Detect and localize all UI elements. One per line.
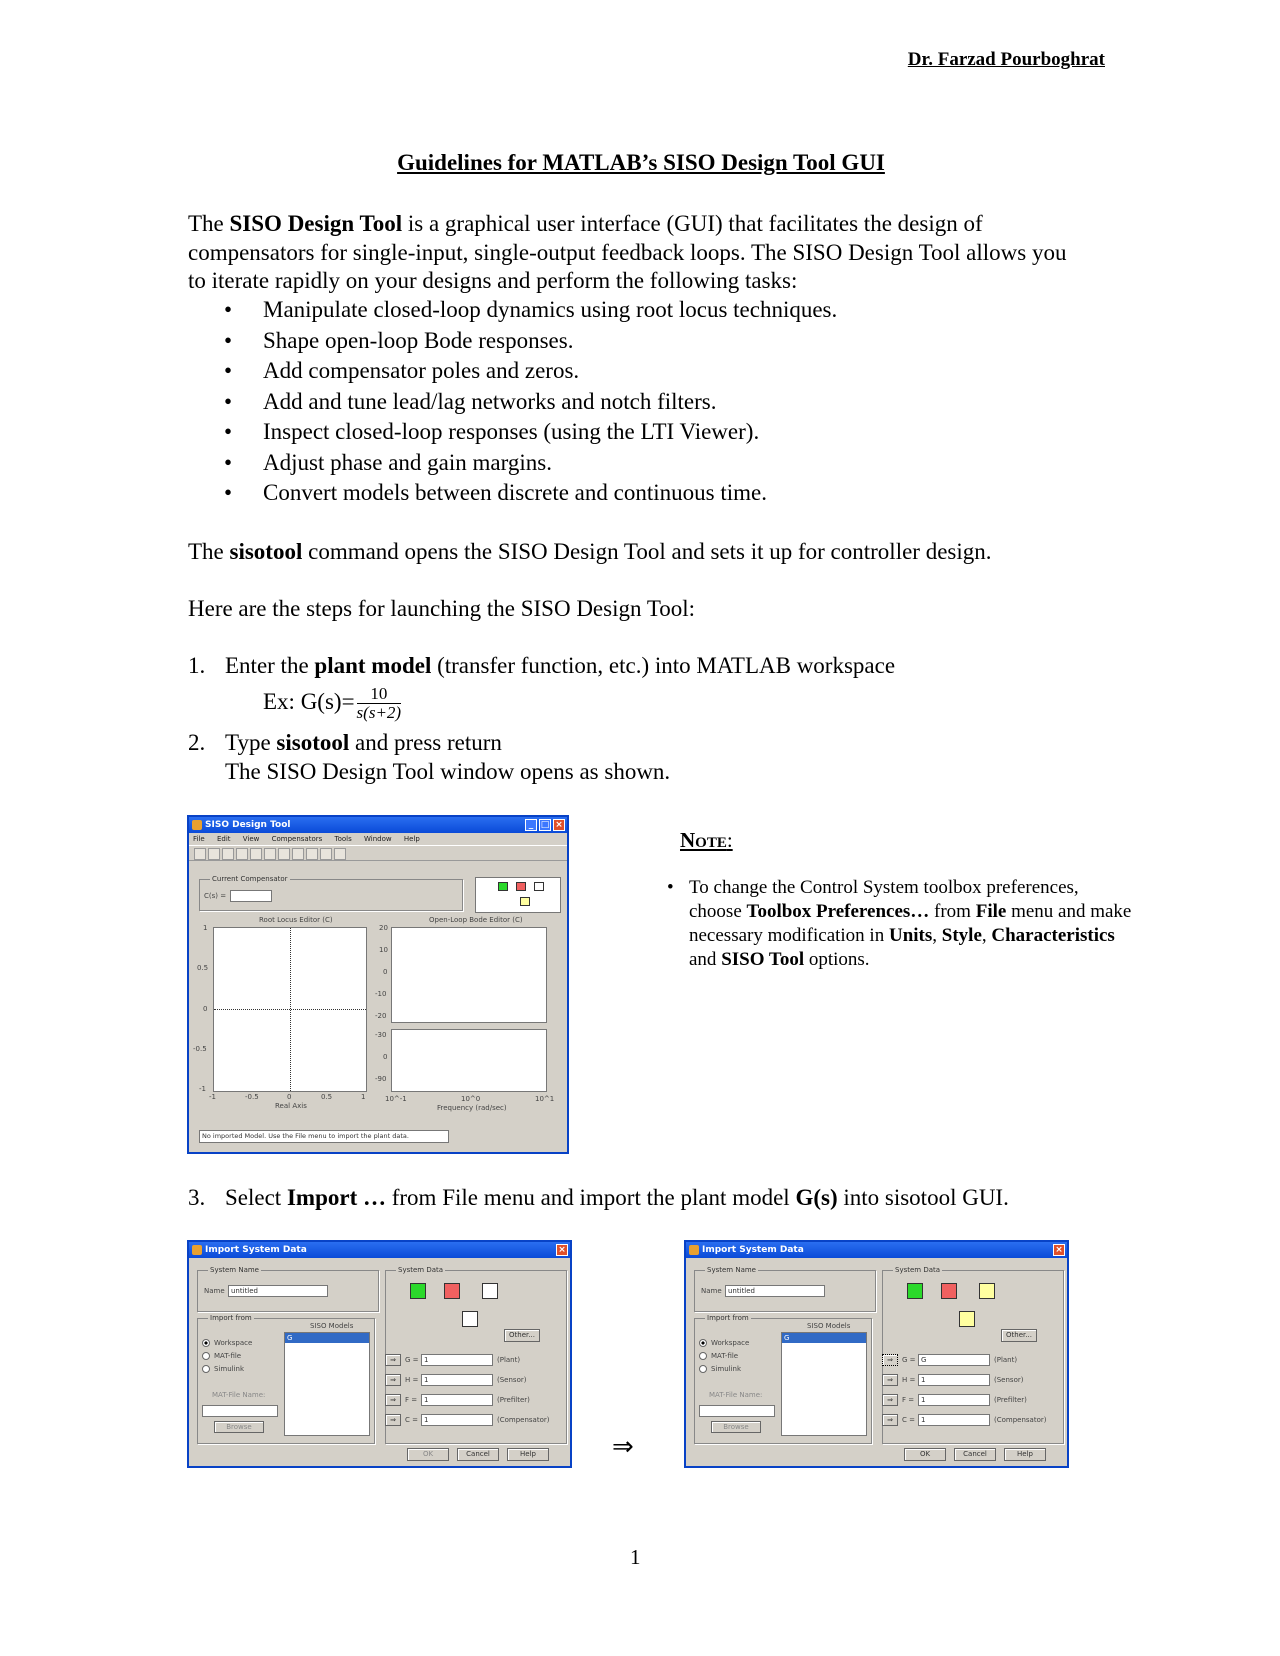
f-input[interactable]: 1 — [421, 1394, 493, 1406]
list-item[interactable]: G — [782, 1333, 866, 1343]
tick-label: -30 — [375, 1031, 387, 1039]
pointer-icon[interactable] — [194, 848, 206, 860]
radio-mat-file[interactable]: MAT-file — [202, 1352, 241, 1360]
tick-label: 10^1 — [535, 1095, 555, 1103]
siso-models-list[interactable] — [284, 1332, 370, 1436]
block-c — [516, 882, 526, 891]
add-pole-icon[interactable] — [208, 848, 220, 860]
matlab-icon — [192, 1245, 202, 1255]
note-heading: Note: — [680, 828, 733, 852]
erase-icon[interactable] — [278, 848, 290, 860]
help-icon[interactable] — [334, 848, 346, 860]
menu-compensators[interactable]: Compensators — [271, 835, 323, 843]
other-button[interactable]: Other... — [1001, 1329, 1037, 1342]
tick-label: 10^0 — [461, 1095, 481, 1103]
h-label: H = — [405, 1376, 419, 1384]
radio-mat-file[interactable]: MAT-file — [699, 1352, 738, 1360]
c-label: C = — [902, 1416, 915, 1424]
menu-tools[interactable]: Tools — [334, 835, 352, 843]
close-icon[interactable]: × — [553, 819, 565, 831]
f-input[interactable]: 1 — [918, 1394, 990, 1406]
list-item: • Manipulate closed-loop dynamics using root locus techniques. — [188, 296, 837, 327]
list-item: • Inspect closed-loop responses (using the LTI Viewer). — [188, 418, 837, 449]
page-number: 1 — [630, 1545, 641, 1569]
axis-label: Real Axis — [275, 1102, 307, 1110]
list-item: • Add compensator poles and zeros. — [188, 357, 837, 388]
step-3: 3. Select Import … from File menu and import the plant model G(s) into sisotool GUI. — [188, 1185, 1009, 1210]
add-lag-icon[interactable] — [250, 848, 262, 860]
radio-simulink[interactable]: Simulink — [699, 1365, 741, 1373]
import-f-arrow[interactable]: ⇒ — [882, 1394, 898, 1406]
block-g[interactable] — [979, 1283, 995, 1299]
c-desc: (Compensator) — [497, 1416, 550, 1424]
tick-label: 20 — [379, 924, 388, 932]
page-title: Guidelines for MATLAB’s SISO Design Tool GUI — [397, 150, 885, 175]
list-item: • Shape open-loop Bode responses. — [188, 327, 837, 358]
status-bar: No imported Model. Use the File menu to import the plant data. — [199, 1130, 449, 1143]
block-h — [520, 897, 530, 906]
radio-simulink[interactable]: Simulink — [202, 1365, 244, 1373]
window-titlebar: Import System Data × — [686, 1242, 1067, 1258]
window-titlebar: Import System Data × — [189, 1242, 570, 1258]
ok-button[interactable]: OK — [904, 1448, 946, 1461]
zoom-y-icon[interactable] — [306, 848, 318, 860]
tick-label: 10 — [379, 946, 388, 954]
menu-help[interactable]: Help — [403, 835, 420, 843]
intro-paragraph: The SISO Design Tool is a graphical user interface (GUI) that facilitates the design of compensators for single-input, single-output feedback loops. The SISO Design Tool allows you to iterate rapidly on your designs and perform the following tasks: — [188, 211, 1067, 293]
name-input[interactable]: untitled — [725, 1285, 825, 1297]
tick-label: -1 — [209, 1093, 216, 1101]
menu-view[interactable]: View — [242, 835, 260, 843]
block-f[interactable] — [907, 1283, 923, 1299]
import-dialog-before — [187, 1240, 572, 1468]
c-desc: (Compensator) — [994, 1416, 1047, 1424]
name-input[interactable]: untitled — [228, 1285, 328, 1297]
block-g — [534, 882, 544, 891]
tick-label: 0 — [287, 1093, 292, 1101]
g-label: G = — [405, 1356, 419, 1364]
bode-title: Open-Loop Bode Editor (C) — [429, 916, 523, 924]
help-button[interactable]: Help — [507, 1448, 549, 1461]
siso-models-list[interactable] — [781, 1332, 867, 1436]
siso-models-label: SISO Models — [807, 1322, 851, 1330]
block-g[interactable] — [482, 1283, 498, 1299]
mat-file-label: MAT-File Name: — [709, 1391, 763, 1399]
tick-label: 0.5 — [321, 1093, 333, 1101]
import-c-arrow[interactable]: ⇒ — [882, 1414, 898, 1426]
tick-label: 0.5 — [197, 964, 209, 972]
step-2: 2. Type sisotool and press return — [188, 730, 502, 755]
block-h[interactable] — [462, 1311, 478, 1327]
group-label: Current Compensator — [212, 875, 288, 883]
axis-label: Frequency (rad/sec) — [437, 1104, 507, 1112]
g-desc: (Plant) — [497, 1356, 521, 1364]
root-locus-axes[interactable] — [213, 927, 367, 1092]
matlab-icon — [192, 820, 202, 830]
g-input[interactable]: G — [918, 1354, 990, 1366]
import-dialog-after — [684, 1240, 1069, 1468]
step-1: 1. Enter the plant model (transfer function, etc.) into MATLAB workspace — [188, 653, 896, 678]
group-label: System Name — [210, 1266, 259, 1274]
menu-edit[interactable]: Edit — [216, 835, 231, 843]
mat-file-input[interactable] — [699, 1405, 775, 1417]
other-button[interactable]: Other... — [504, 1329, 540, 1342]
browse-button[interactable]: Browse — [711, 1421, 761, 1433]
group-label: Import from — [210, 1314, 252, 1322]
siso-models-label: SISO Models — [310, 1322, 354, 1330]
group-label: System Name — [707, 1266, 756, 1274]
list-item: • Convert models between discrete and continuous time. — [188, 479, 837, 510]
system-name-group — [197, 1266, 379, 1312]
block-c[interactable] — [444, 1283, 460, 1299]
import-from-group — [197, 1314, 375, 1444]
note-text: • To change the Control System toolbox preferences, choose Toolbox Preferences… from File menu and make necessary modification in Units, Style, Characteristics and SISO Tool options. — [667, 877, 1132, 970]
close-icon[interactable]: × — [556, 1244, 568, 1256]
mat-file-input[interactable] — [202, 1405, 278, 1417]
siso-design-tool-window — [187, 815, 569, 1154]
import-c-arrow[interactable]: ⇒ — [385, 1414, 401, 1426]
c-label: C = — [405, 1416, 418, 1424]
list-item: • Add and tune lead/lag networks and notch filters. — [188, 388, 837, 419]
root-locus-title: Root Locus Editor (C) — [259, 916, 333, 924]
menu-window[interactable]: Window — [364, 835, 392, 843]
cancel-button[interactable]: Cancel — [954, 1448, 996, 1461]
block-f[interactable] — [410, 1283, 426, 1299]
tick-label: -0.5 — [245, 1093, 259, 1101]
f-label: F = — [902, 1396, 915, 1404]
tick-label: 0 — [203, 1005, 208, 1013]
menu-bar — [189, 833, 567, 845]
toolbar — [189, 845, 567, 861]
help-button[interactable]: Help — [1004, 1448, 1046, 1461]
radio-workspace[interactable]: Workspace — [699, 1339, 749, 1347]
author-name: Dr. Farzad Pourboghrat — [907, 49, 1105, 70]
g-input[interactable]: 1 — [421, 1354, 493, 1366]
import-from-group — [694, 1314, 872, 1444]
add-lead-icon[interactable] — [236, 848, 248, 860]
steps-intro: Here are the steps for launching the SISO Design Tool: — [188, 596, 696, 621]
tick-label: -0.5 — [193, 1045, 207, 1053]
current-compensator-group — [199, 875, 463, 911]
g-label: G = — [902, 1356, 916, 1364]
f-desc: (Prefilter) — [994, 1396, 1027, 1404]
window-titlebar: SISO Design Tool _ □ × — [189, 817, 567, 833]
sisotool-paragraph: The sisotool command opens the SISO Design Tool and sets it up for controller design. — [188, 539, 992, 564]
c-input[interactable]: 1 — [421, 1414, 493, 1426]
f-label: F = — [405, 1396, 418, 1404]
block-f — [498, 882, 508, 891]
tick-label: 10^-1 — [385, 1095, 407, 1103]
h-label: H = — [902, 1376, 916, 1384]
import-h-arrow[interactable]: ⇒ — [385, 1374, 401, 1386]
list-item: • Adjust phase and gain margins. — [188, 449, 837, 480]
block-c[interactable] — [941, 1283, 957, 1299]
menu-file[interactable]: File — [193, 835, 205, 843]
h-desc: (Sensor) — [497, 1376, 527, 1384]
name-label: Name — [701, 1287, 722, 1295]
cancel-button[interactable]: Cancel — [457, 1448, 499, 1461]
c-label: C(s) = — [204, 892, 227, 900]
g-desc: (Plant) — [994, 1356, 1018, 1364]
import-g-arrow[interactable]: ⇒ — [882, 1354, 898, 1366]
close-icon[interactable]: × — [1053, 1244, 1065, 1256]
import-h-arrow[interactable]: ⇒ — [882, 1374, 898, 1386]
tick-label: -10 — [375, 990, 387, 998]
tick-label: 1 — [361, 1093, 366, 1101]
zoom-x-icon[interactable] — [292, 848, 304, 860]
group-label: System Data — [398, 1266, 444, 1274]
h-desc: (Sensor) — [994, 1376, 1024, 1384]
compensator-field[interactable] — [230, 890, 272, 902]
radio-workspace[interactable]: Workspace — [202, 1339, 252, 1347]
loop-diagram[interactable] — [475, 877, 561, 913]
tick-label: -90 — [375, 1075, 387, 1083]
step-2-line2: The SISO Design Tool window opens as shown. — [225, 759, 671, 784]
browse-button[interactable]: Browse — [214, 1421, 264, 1433]
tick-label: -20 — [375, 1012, 387, 1020]
system-name-group — [694, 1266, 876, 1312]
name-label: Name — [204, 1287, 225, 1295]
block-h[interactable] — [959, 1311, 975, 1327]
add-notch-icon[interactable] — [264, 848, 276, 860]
zoom-xy-icon[interactable] — [320, 848, 332, 860]
minimize-icon[interactable]: _ — [525, 819, 537, 831]
task-list — [188, 296, 837, 510]
bode-magnitude-axes[interactable] — [391, 927, 547, 1023]
matlab-icon — [689, 1245, 699, 1255]
step-1-example: Ex: G(s)= $\frac{10}{s(s+2)}$ — [263, 684, 402, 722]
c-input[interactable]: 1 — [918, 1414, 990, 1426]
import-f-arrow[interactable]: ⇒ — [385, 1394, 401, 1406]
ok-button[interactable]: OK — [407, 1448, 449, 1461]
f-desc: (Prefilter) — [497, 1396, 530, 1404]
mat-file-label: MAT-File Name: — [212, 1391, 266, 1399]
bode-phase-axes[interactable] — [391, 1029, 547, 1092]
tick-label: 0 — [383, 1053, 388, 1061]
arrow-icon: ⇒ — [612, 1432, 634, 1462]
h-input[interactable]: 1 — [918, 1374, 990, 1386]
add-zero-icon[interactable] — [222, 848, 234, 860]
group-label: System Data — [895, 1266, 941, 1274]
list-item[interactable]: G — [285, 1333, 369, 1343]
transfer-function: $\frac{10}{s(s+2)}$ — [356, 684, 402, 722]
maximize-icon[interactable]: □ — [540, 820, 550, 830]
tick-label: -1 — [199, 1085, 206, 1093]
import-g-arrow[interactable]: ⇒ — [385, 1354, 401, 1366]
tick-label: 0 — [383, 968, 388, 976]
group-label: Import from — [707, 1314, 749, 1322]
tick-label: 1 — [203, 924, 208, 932]
h-input[interactable]: 1 — [421, 1374, 493, 1386]
